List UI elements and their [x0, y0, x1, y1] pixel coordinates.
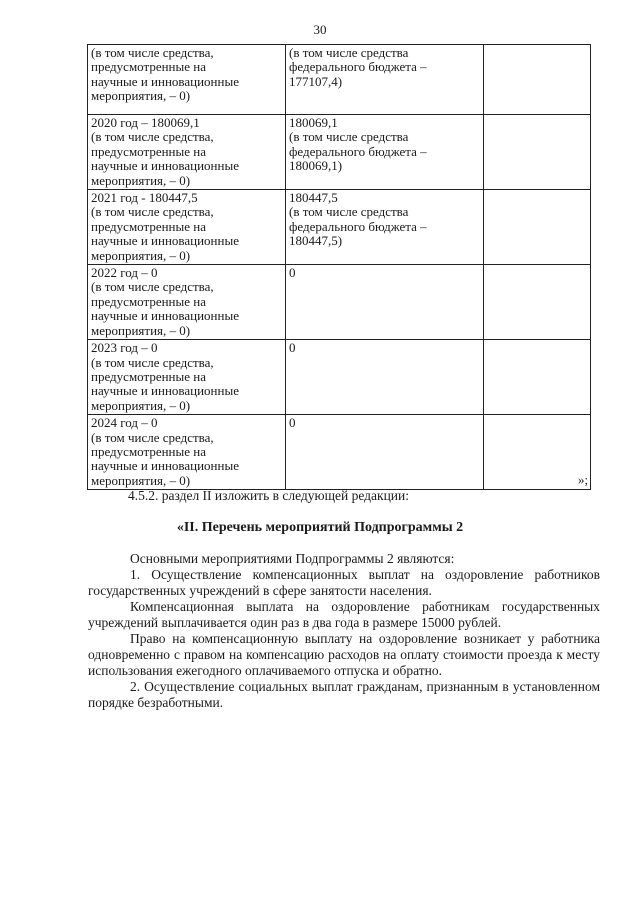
cell-text: 2022 год – 0 (в том числе средства, предусмотренные на научные и инновационные мероприятия, – 0) [91, 265, 239, 338]
table-row [88, 340, 591, 415]
cell-text: (в том числе средства, предусмотренные на научные и инновационные мероприятия, – 0) [91, 45, 239, 104]
table-row [88, 115, 591, 190]
paragraph-right: Право на компенсационную выплату на оздоровление возникает у работника одновременно с правом на компенсацию расходов на оплату стоимости проезда к месту использования ежегодного оплачиваемого отпуска и обратно. [88, 631, 600, 678]
cell-text: 180447,5 (в том числе средства федерального бюджета – 180447,5) [289, 190, 427, 249]
table-cell [484, 265, 591, 340]
table-cell [484, 340, 591, 415]
paragraph-item-2: 2. Осуществление социальных выплат гражданам, признанным в установленном порядке безработными. [88, 679, 600, 710]
section-title: «II. Перечень мероприятий Подпрограммы 2 [176, 520, 464, 535]
cell-text: 2021 год - 180447,5 (в том числе средства, предусмотренные на научные и инновационные мероприятия, – 0) [91, 190, 239, 263]
cell-text: 2024 год – 0 (в том числе средства, предусмотренные на научные и инновационные мероприятия, – 0) [91, 415, 239, 488]
table-cell [88, 190, 286, 265]
cell-text: (в том числе средства федерального бюджета – 177107,4) [289, 45, 427, 89]
table-cell [88, 340, 286, 415]
table-cell [286, 415, 484, 490]
table-row [88, 415, 591, 490]
page-number: 30 [313, 22, 327, 37]
table-cell [88, 45, 286, 115]
table-cell [286, 190, 484, 265]
paragraph-payment: Компенсационная выплата на оздоровление работникам государственных учреждений выплачивается один раз в два года в размере 15000 рублей. [88, 599, 600, 630]
table-cell [286, 265, 484, 340]
table-cell [484, 415, 591, 490]
table-cell [88, 115, 286, 190]
table-cell [286, 45, 484, 115]
amendment-instruction: 4.5.2. раздел II изложить в следующей редакции: [128, 488, 410, 503]
table-cell [484, 45, 591, 115]
table-cell [88, 265, 286, 340]
closing-quote: »; [578, 472, 589, 487]
table-cell [484, 115, 591, 190]
cell-text: 0 [289, 415, 296, 431]
table-cell [286, 340, 484, 415]
cell-text: 0 [289, 340, 296, 356]
paragraph-item-1: 1. Осуществление компенсационных выплат на оздоровление работников государственных учреждений в сфере занятости населения. [88, 567, 600, 598]
table-row [88, 45, 591, 115]
table-cell [286, 115, 484, 190]
table-row [88, 190, 591, 265]
cell-text: 2020 год – 180069,1 (в том числе средства, предусмотренные на научные и инновационные мероприятия, – 0) [91, 115, 239, 188]
table-row [88, 265, 591, 340]
paragraph-intro: Основными мероприятиями Подпрограммы 2 являются: [130, 551, 455, 566]
table-cell [88, 415, 286, 490]
cell-text: 180069,1 (в том числе средства федерального бюджета – 180069,1) [289, 115, 427, 174]
cell-text: 2023 год – 0 (в том числе средства, предусмотренные на научные и инновационные мероприятия, – 0) [91, 340, 239, 413]
cell-text: 0 [289, 265, 296, 281]
funding-table [87, 44, 591, 490]
table-cell [484, 190, 591, 265]
